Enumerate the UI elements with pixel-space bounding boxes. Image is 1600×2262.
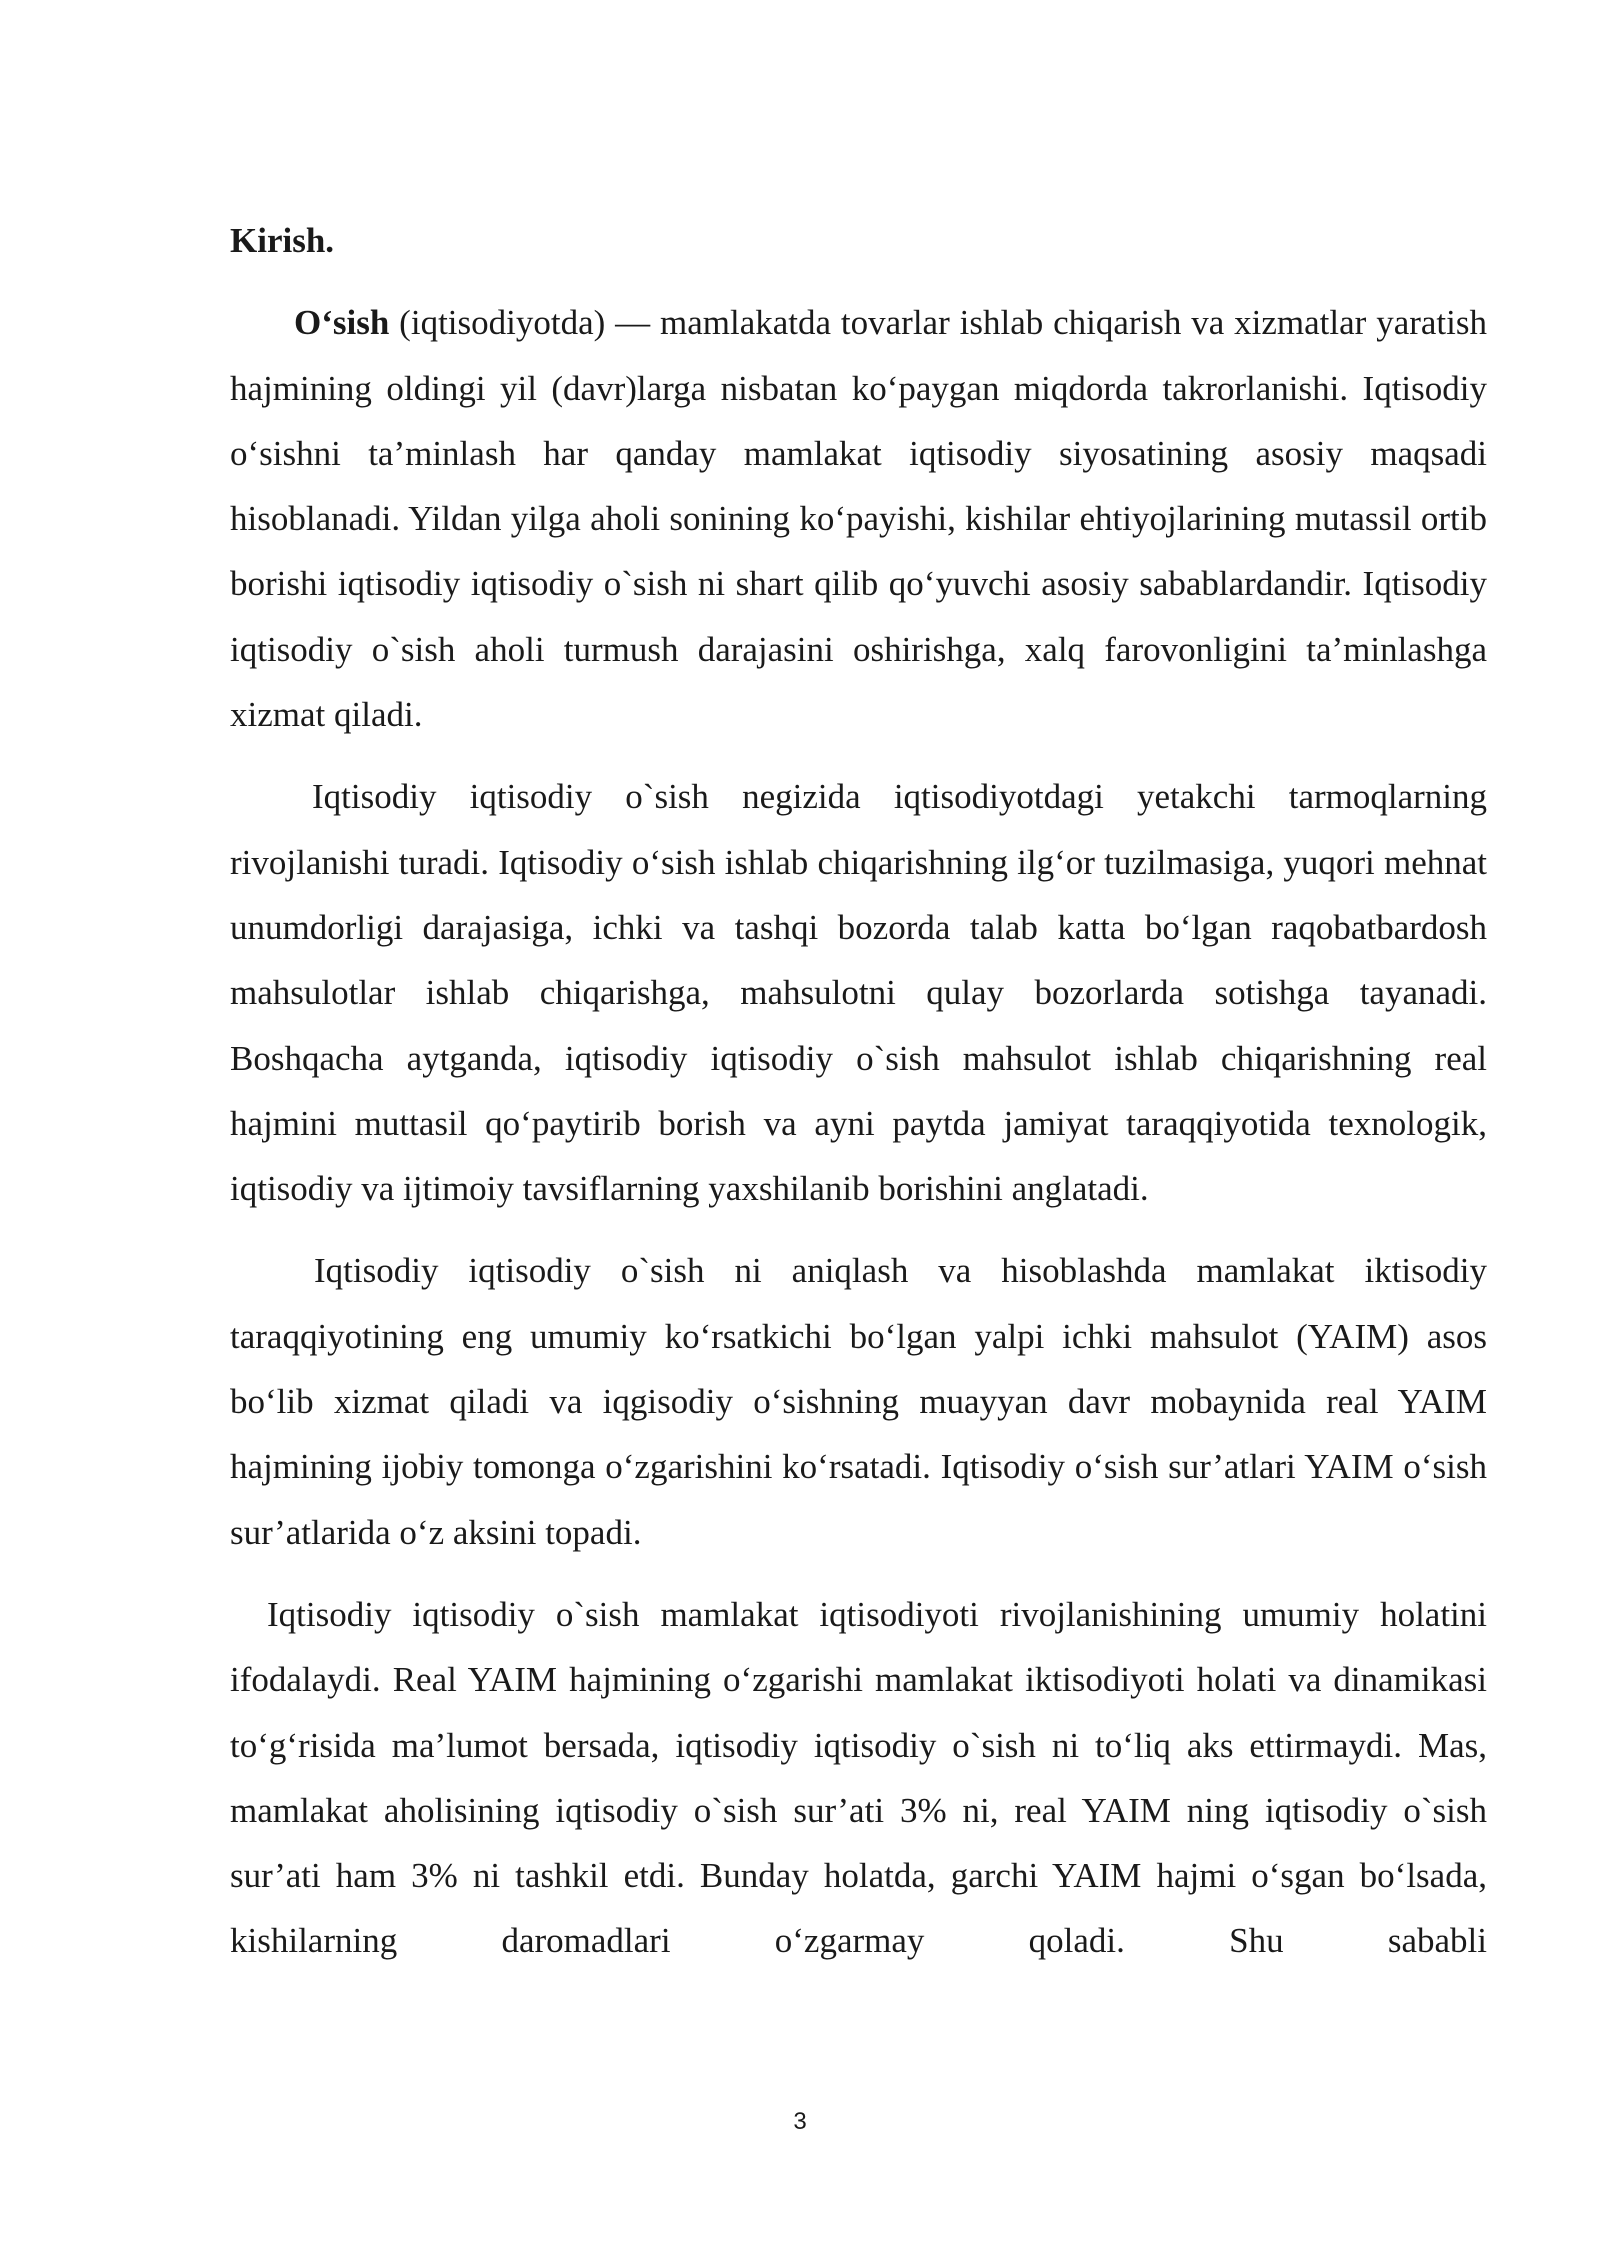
document-body: [230, 208, 1487, 1991]
paragraph-3: Iqtisodiy iqtisodiy o`sish ni aniqlash va hisoblashda mamlakat iktisodiy taraqqiyotining eng umumiy ko‘rsatkichi bo‘lgan yalpi ichki mahsulot (YAIM) asos bo‘lib xizmat qiladi va iqgisodiy o‘sishning muayyan davr mobaynida real YAIM hajmining ijobiy tomonga o‘zgarishini ko‘rsatadi. Iqtisodiy o‘sish sur’atlari YAIM o‘sish sur’atlarida o‘z aksini topadi.: [230, 1251, 1487, 1552]
paragraph-2: Iqtisodiy iqtisodiy o`sish negizida iqtisodiyotdagi yetakchi tarmoqlarning rivojlanishi turadi. Iqtisodiy o‘sish ishlab chiqarishning ilg‘or tuzilmasiga, yuqori mehnat unumdorligi darajasiga, ichki va tashqi bozorda talab katta bo‘lgan raqobatbardosh mahsulotlar ishlab chiqarishga, mahsulotni qulay bozorlarda sotishga tayanadi. Boshqacha aytganda, iqtisodiy iqtisodiy o`sish mahsulot ishlab chiqarishning real hajmini muttasil qo‘paytirib borish va ayni paytda jamiyat taraqqiyotida texnologik, iqtisodiy va ijtimoiy tavsiflarning yaxshilanib borishini anglatadi.: [230, 777, 1487, 1209]
paragraph-4: Iqtisodiy iqtisodiy o`sish mamlakat iqtisodiyoti rivojlanishining umumiy holatini ifodalaydi. Real YAIM hajmining o‘zgarishi mamlakat iktisodiyoti holati va dinamikasi to‘g‘risida ma’lumot bersada, iqtisodiy iqtisodiy o`sish ni to‘liq aks ettirmaydi. Mas, mamlakat aholisining iqtisodiy o`sish sur’ati 3% ni, real YAIM ning iqtisodiy o`sish sur’ati ham 3% ni tashkil etdi. Bunday holatda, garchi YAIM hajmi o‘sgan bo‘lsada, kishilarning daromadlari o‘zgarmay qoladi. Shu sababli: [230, 1594, 1487, 1961]
paragraph-1-text: (iqtisodiyotda) — mamlakatda tovarlar ishlab chiqarish va xizmatlar yaratish hajmining oldingi yil (davr)larga nisbatan ko‘paygan miqdorda takrorlanishi. Iqtisodiy o‘sishni ta’minlash har qanday mamlakat iqtisodiy siyosatining asosiy maqsadi hisoblanadi. Yildan yilga aholi sonining ko‘payishi, kishilar ehtiyojlarining mutassil ortib borishi iqtisodiy iqtisodiy o`sish ni shart qilib qo‘yuvchi asosiy sabablardandir. Iqtisodiy iqtisodiy o`sish aholi turmush darajasini oshirishga, xalq farovonligini ta’minlashga xizmat qiladi.: [230, 303, 1487, 735]
section-heading: Kirish.: [230, 221, 335, 260]
paragraph-1: [230, 290, 1487, 747]
defined-term: O‘sish: [294, 303, 390, 343]
page-number: 3: [793, 2108, 807, 2135]
